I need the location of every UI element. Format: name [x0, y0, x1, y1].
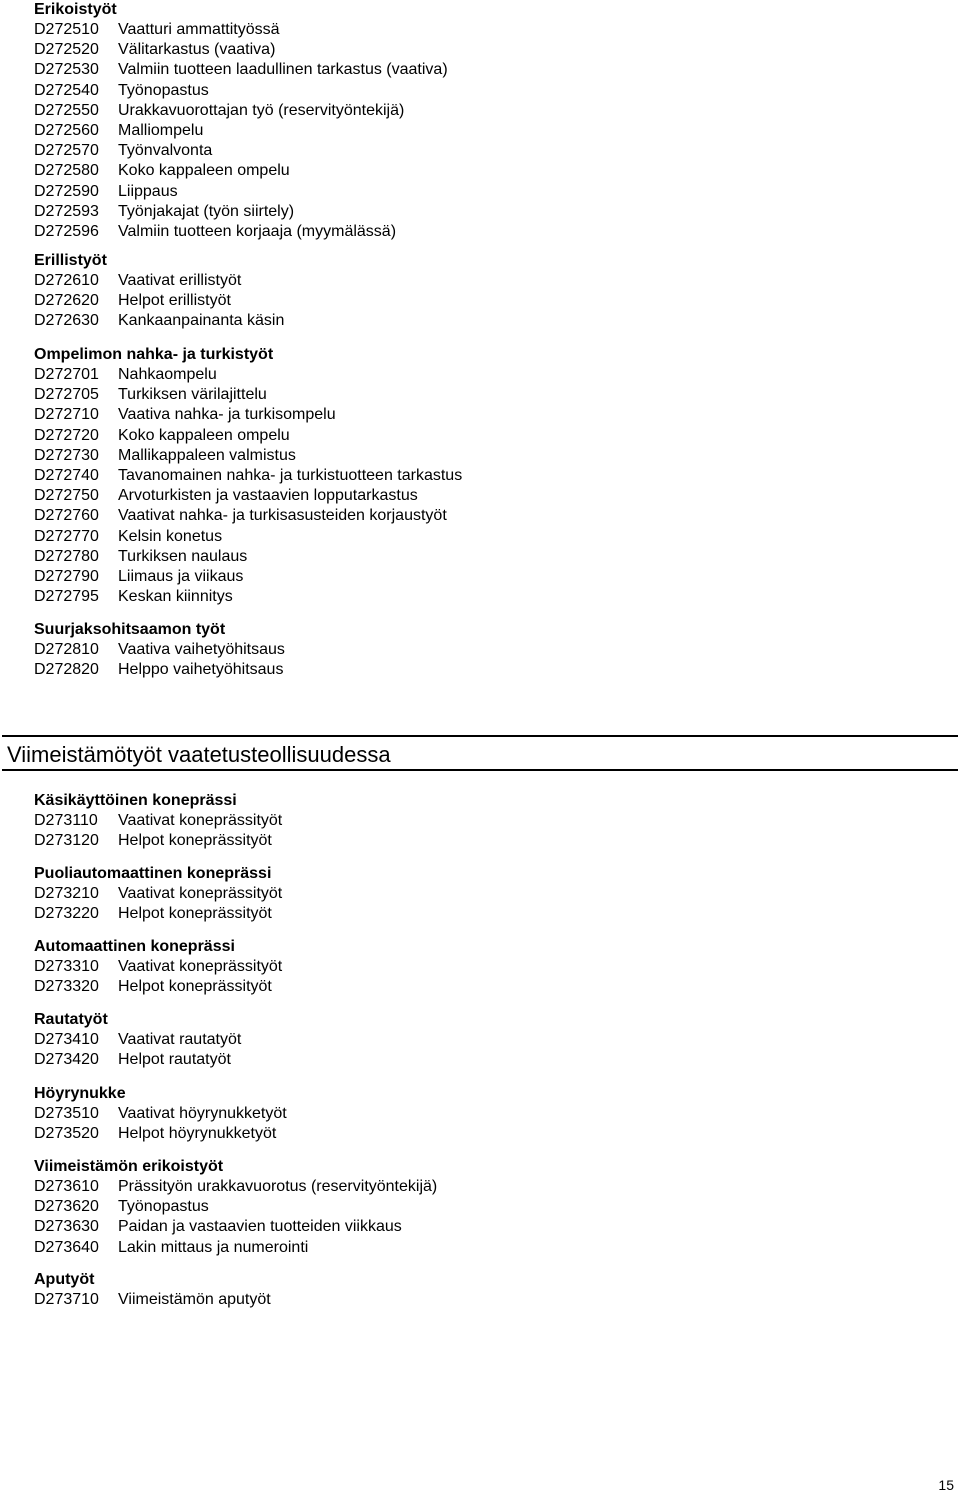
- item-code: D273210: [34, 885, 99, 902]
- page-number: 15: [938, 1477, 954, 1493]
- list-item: [34, 121, 934, 141]
- list-item: [34, 222, 934, 242]
- item-label: Helpot koneprässityöt: [118, 832, 272, 850]
- item-label: Prässityön urakkavuorotus (reservityöntekijä): [118, 1178, 438, 1195]
- item-code: D272740: [34, 466, 99, 484]
- list-item: [34, 202, 934, 222]
- item-label: Helpot höyrynukketyöt: [118, 1125, 277, 1143]
- list-item: [34, 831, 934, 851]
- list-item: [34, 660, 934, 680]
- section-heading: Käsikäyttöinen koneprässi: [34, 792, 237, 809]
- item-label: Vaativa nahka- ja turkisompelu: [118, 406, 336, 424]
- item-code: D272530: [34, 61, 99, 79]
- list-item: [34, 1238, 934, 1258]
- list-item: [34, 1050, 934, 1070]
- section-heading: Aputyöt: [34, 1271, 95, 1288]
- item-code: D273630: [34, 1218, 99, 1236]
- section-heading: Viimeistämön erikoistyöt: [34, 1158, 224, 1175]
- item-code: D272790: [34, 567, 99, 585]
- item-code: D272701: [34, 366, 99, 383]
- item-label: Malliompelu: [118, 121, 204, 139]
- section-heading: Automaattinen koneprässi: [34, 938, 235, 955]
- list-item: [34, 60, 934, 80]
- item-label: Välitarkastus (vaativa): [118, 41, 276, 59]
- item-label: Keskan kiinnitys: [118, 588, 233, 606]
- item-code: D272596: [34, 222, 99, 240]
- item-label: Koko kappaleen ompelu: [118, 426, 290, 444]
- item-code: D272705: [34, 386, 99, 404]
- item-label: Tavanomainen nahka- ja turkistuotteen tarkastus: [118, 466, 463, 484]
- section-heading: Ompelimon nahka- ja turkistyöt: [34, 346, 274, 363]
- item-code: D272720: [34, 426, 99, 444]
- item-label: Vaativat koneprässityöt: [118, 885, 283, 902]
- item-code: D272750: [34, 487, 99, 505]
- list-item: [34, 527, 934, 547]
- section-heading: Erillistyöt: [34, 252, 107, 269]
- item-code: D272795: [34, 588, 99, 606]
- list-item: [34, 811, 934, 831]
- item-code: D272560: [34, 121, 99, 139]
- list-item: [34, 640, 934, 660]
- item-label: Mallikappaleen valmistus: [118, 446, 296, 464]
- item-code: D273120: [34, 832, 99, 850]
- list-item: [34, 426, 934, 446]
- item-label: Kankaanpainanta käsin: [118, 312, 285, 330]
- list-item: [34, 1030, 934, 1050]
- item-label: Valmiin tuotteen korjaaja (myymälässä): [118, 222, 397, 240]
- list-item: [34, 40, 934, 60]
- list-item: [34, 1290, 934, 1310]
- item-label: Vaativat höyrynukketyöt: [118, 1105, 287, 1122]
- list-item: [34, 101, 934, 121]
- item-code: D273320: [34, 978, 99, 996]
- list-item: [34, 446, 934, 466]
- list-item: [34, 466, 934, 486]
- item-code: D273710: [34, 1291, 99, 1308]
- item-label: Työnjakajat (työn siirtely): [118, 202, 295, 220]
- list-item: [34, 141, 934, 161]
- item-label: Työnopastus: [118, 81, 209, 99]
- section-heading: Erikoistyöt: [34, 1, 117, 18]
- main-title-bar: [2, 735, 958, 771]
- list-item: [34, 365, 934, 385]
- section-suurjaksohitsaamon-tyot: [34, 620, 934, 680]
- item-code: D272770: [34, 527, 99, 545]
- item-code: D273420: [34, 1051, 99, 1069]
- item-code: D272730: [34, 446, 99, 464]
- item-code: D273510: [34, 1105, 99, 1122]
- section-hoyrynukke: [34, 1084, 934, 1144]
- item-label: Vaativat erillistyöt: [118, 272, 242, 289]
- item-code: D272630: [34, 312, 99, 330]
- item-label: Turkiksen värilajittelu: [118, 386, 267, 404]
- section-ompelimon-nahka-ja-turkistyot: [34, 345, 934, 607]
- section-heading: Höyrynukke: [34, 1085, 126, 1102]
- item-code: D272510: [34, 21, 99, 38]
- item-label: Nahkaompelu: [118, 366, 217, 383]
- item-code: D273220: [34, 905, 99, 923]
- list-item: [34, 1104, 934, 1124]
- item-code: D272620: [34, 292, 99, 310]
- item-label: Viimeistämön aputyöt: [118, 1291, 271, 1308]
- item-code: D272760: [34, 507, 99, 525]
- item-code: D272593: [34, 202, 99, 220]
- section-puoliautomaattinen-koneprassi: [34, 864, 934, 924]
- list-item: [34, 1124, 934, 1144]
- item-label: Kelsin konetus: [118, 527, 223, 545]
- list-item: [34, 271, 934, 291]
- section-heading: Suurjaksohitsaamon työt: [34, 621, 226, 638]
- section-automaattinen-koneprassi: [34, 937, 934, 997]
- item-code: D272520: [34, 41, 99, 59]
- item-label: Työnvalvonta: [118, 142, 213, 160]
- section-erillistyot: [34, 251, 934, 332]
- item-label: Liippaus: [118, 182, 178, 200]
- list-item: [34, 161, 934, 181]
- list-item: [34, 1217, 934, 1237]
- item-code: D273520: [34, 1125, 99, 1143]
- item-code: D272610: [34, 272, 99, 289]
- item-label: Vaativat rautatyöt: [118, 1031, 242, 1048]
- section-rautatyot: [34, 1010, 934, 1070]
- item-code: D272570: [34, 142, 99, 160]
- item-label: Vaativat koneprässityöt: [118, 958, 283, 975]
- list-item: [34, 311, 934, 331]
- item-code: D273410: [34, 1031, 99, 1048]
- list-item: [34, 957, 934, 977]
- section-heading: Puoliautomaattinen koneprässi: [34, 865, 272, 882]
- list-item: [34, 385, 934, 405]
- item-label: Urakkavuorottajan työ (reservityöntekijä): [118, 101, 405, 119]
- item-label: Vaativat koneprässityöt: [118, 812, 283, 829]
- item-label: Helpot koneprässityöt: [118, 978, 272, 996]
- list-item: [34, 1197, 934, 1217]
- item-label: Työnopastus: [118, 1198, 209, 1216]
- item-code: D272540: [34, 81, 99, 99]
- item-label: Liimaus ja viikaus: [118, 567, 244, 585]
- item-code: D272710: [34, 406, 99, 424]
- item-label: Arvoturkisten ja vastaavien lopputarkastus: [118, 487, 418, 505]
- item-label: Koko kappaleen ompelu: [118, 162, 290, 180]
- list-item: [34, 884, 934, 904]
- list-item: [34, 291, 934, 311]
- list-item: [34, 506, 934, 526]
- item-code: D273610: [34, 1178, 99, 1195]
- item-code: D272810: [34, 641, 99, 658]
- list-item: [34, 182, 934, 202]
- list-item: [34, 1177, 934, 1197]
- item-code: D273310: [34, 958, 99, 975]
- item-label: Vaativat nahka- ja turkisasusteiden korjaustyöt: [118, 507, 447, 525]
- list-item: [34, 20, 934, 40]
- list-item: [34, 904, 934, 924]
- section-kasikayttoinen-koneprassi: [34, 791, 934, 851]
- section-aputyot: [34, 1270, 934, 1310]
- item-label: Vaativa vaihetyöhitsaus: [118, 641, 285, 658]
- item-code: D272820: [34, 661, 99, 679]
- list-item: [34, 486, 934, 506]
- list-item: [34, 587, 934, 607]
- item-label: Helpot erillistyöt: [118, 292, 231, 310]
- item-label: Helpot koneprässityöt: [118, 905, 272, 923]
- item-label: Turkiksen naulaus: [118, 547, 248, 565]
- list-item: [34, 567, 934, 587]
- item-label: Vaatturi ammattityössä: [118, 21, 280, 38]
- list-item: [34, 547, 934, 567]
- item-code: D273620: [34, 1198, 99, 1216]
- item-code: D273640: [34, 1238, 99, 1256]
- item-code: D273110: [34, 812, 98, 829]
- item-code: D272580: [34, 162, 99, 180]
- list-item: [34, 81, 934, 101]
- list-item: [34, 405, 934, 425]
- list-item: [34, 977, 934, 997]
- main-title: Viimeistämötyöt vaatetusteollisuudessa: [7, 742, 391, 767]
- item-code: D272550: [34, 101, 99, 119]
- section-viimeistamon-erikoistyot: [34, 1157, 934, 1258]
- item-label: Lakin mittaus ja numerointi: [118, 1238, 309, 1256]
- item-label: Helpot rautatyöt: [118, 1051, 231, 1069]
- section-erikoistyot: [34, 0, 934, 242]
- item-label: Paidan ja vastaavien tuotteiden viikkaus: [118, 1218, 402, 1236]
- item-label: Valmiin tuotteen laadullinen tarkastus (vaativa): [118, 61, 448, 79]
- item-label: Helppo vaihetyöhitsaus: [118, 661, 284, 679]
- section-heading: Rautatyöt: [34, 1011, 108, 1028]
- item-code: D272780: [34, 547, 99, 565]
- item-code: D272590: [34, 182, 99, 200]
